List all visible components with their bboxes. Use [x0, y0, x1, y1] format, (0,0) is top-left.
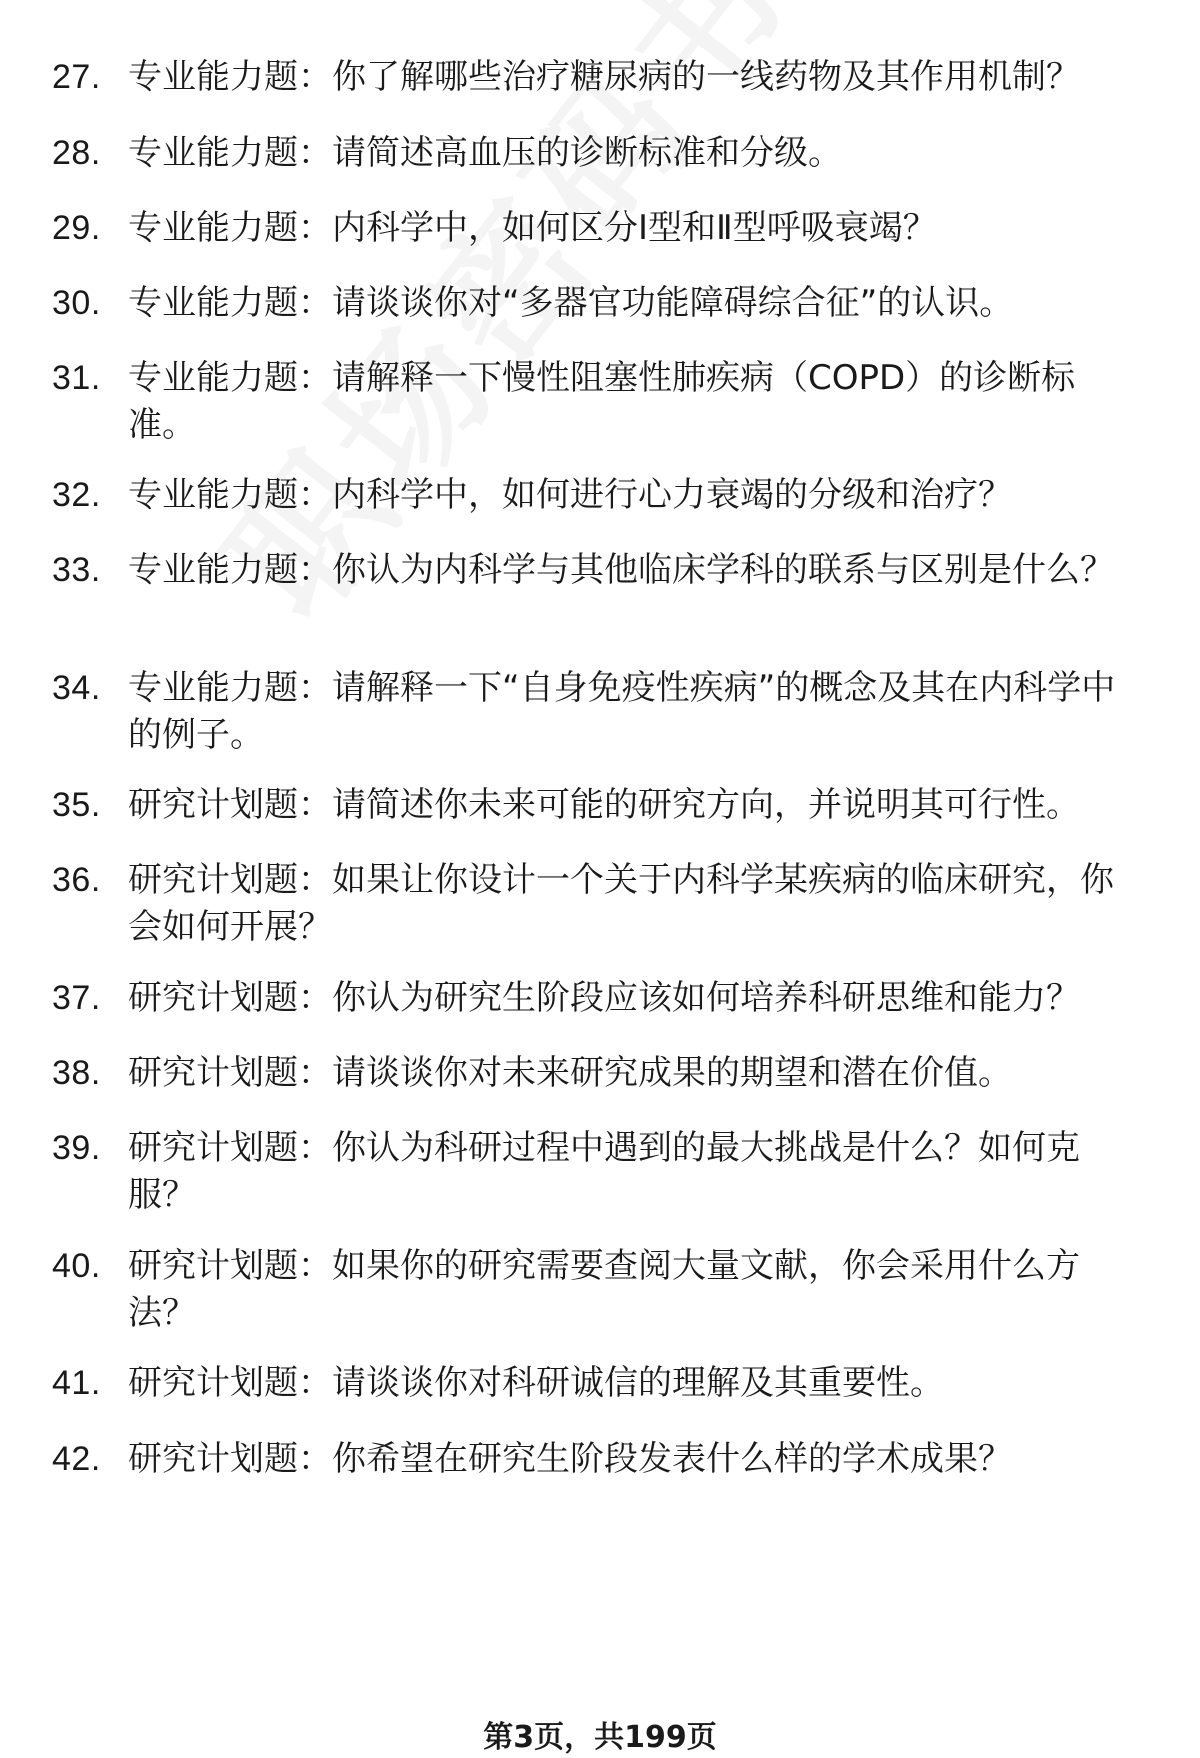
question-item [52, 857, 1152, 951]
question-text: 研究计划题：你希望在研究生阶段发表什么样的学术成果？ [128, 1439, 1012, 1479]
question-text: 研究计划题：请谈谈你对未来研究成果的期望和潜在价值。 [128, 1053, 1012, 1093]
question-text: 研究计划题：你认为研究生阶段应该如何培养科研思维和能力？ [128, 978, 1080, 1018]
question-number: 37. [52, 979, 101, 1017]
question-item [52, 665, 1152, 759]
question-number: 41. [52, 1364, 101, 1402]
question-number: 32. [52, 476, 101, 514]
question-number: 34. [52, 669, 101, 707]
question-item [52, 782, 1152, 829]
question-text: 专业能力题：请简述高血压的诊断标准和分级。 [128, 133, 842, 173]
question-item [52, 1360, 1152, 1407]
question-item [52, 547, 1152, 594]
question-item [52, 1436, 1152, 1483]
question-number: 27. [52, 58, 101, 96]
question-item [52, 472, 1152, 519]
question-text: 专业能力题：内科学中，如何区分Ⅰ型和Ⅱ型呼吸衰竭？ [128, 208, 937, 248]
question-item [52, 130, 1152, 177]
question-item [52, 1243, 1152, 1337]
question-text: 专业能力题：请谈谈你对“多器官功能障碍综合征”的认识。 [128, 283, 1014, 323]
question-item [52, 1125, 1152, 1219]
question-item [52, 975, 1152, 1022]
question-item [52, 54, 1152, 101]
question-number: 30. [52, 284, 101, 322]
question-text: 研究计划题：如果你的研究需要查阅大量文献，你会采用什么方法？ [128, 1246, 1080, 1333]
question-number: 29. [52, 209, 101, 247]
question-text: 专业能力题：你认为内科学与其他临床学科的联系与区别是什么？ [128, 550, 1114, 590]
question-item [52, 205, 1152, 252]
question-number: 31. [52, 359, 101, 397]
question-text: 研究计划题：请谈谈你对科研诚信的理解及其重要性。 [128, 1363, 944, 1403]
question-item [52, 355, 1152, 449]
question-number: 28. [52, 134, 101, 172]
question-number: 35. [52, 786, 101, 824]
question-item [52, 1050, 1152, 1097]
question-number: 39. [52, 1129, 101, 1167]
question-text: 研究计划题：请简述你未来可能的研究方向，并说明其可行性。 [128, 785, 1080, 825]
page-footer: 第3页，共199页 [483, 1720, 717, 1755]
question-number: 38. [52, 1054, 101, 1092]
question-text: 专业能力题：请解释一下慢性阻塞性肺疾病（COPD）的诊断标准。 [128, 358, 1076, 445]
question-text: 专业能力题：内科学中，如何进行心力衰竭的分级和治疗？ [128, 475, 1012, 515]
question-text: 研究计划题：你认为科研过程中遇到的最大挑战是什么？如何克服？ [128, 1128, 1080, 1215]
question-number: 42. [52, 1440, 101, 1478]
question-text: 专业能力题：请解释一下“自身免疫性疾病”的概念及其在内科学中的例子。 [128, 668, 1116, 755]
question-number: 33. [52, 551, 101, 589]
question-item [52, 280, 1152, 327]
question-text: 研究计划题：如果让你设计一个关于内科学某疾病的临床研究，你会如何开展？ [128, 860, 1114, 947]
question-number: 36. [52, 861, 101, 899]
question-number: 40. [52, 1247, 101, 1285]
question-text: 专业能力题：你了解哪些治疗糖尿病的一线药物及其作用机制？ [128, 57, 1080, 97]
